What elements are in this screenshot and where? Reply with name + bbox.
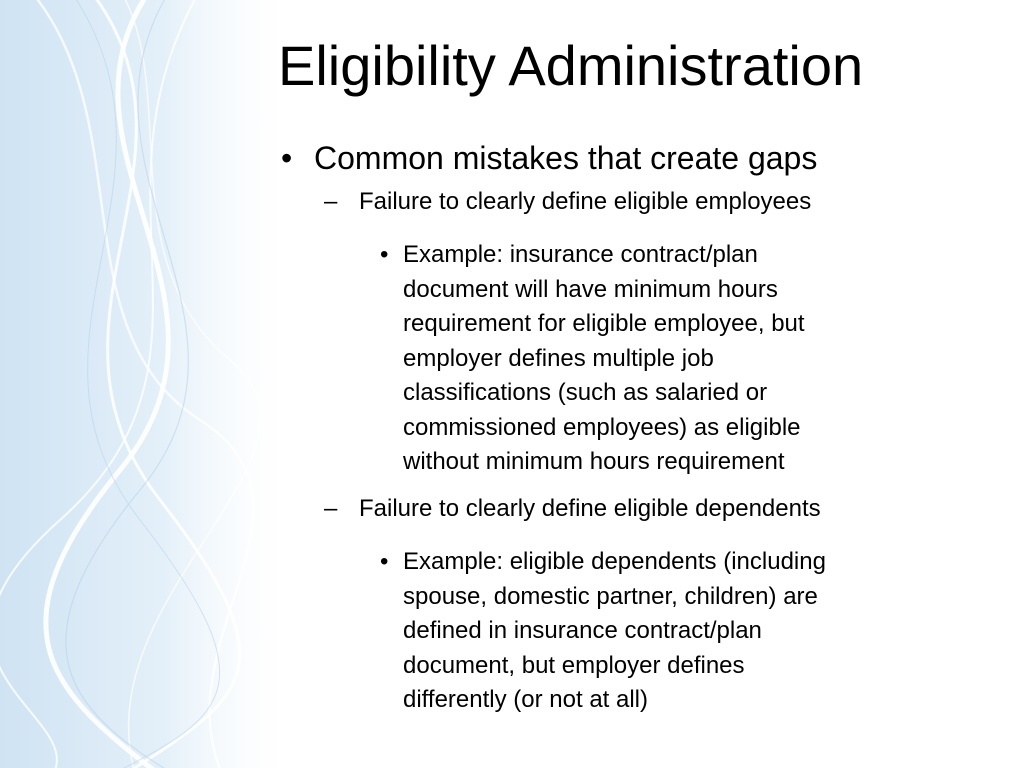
- example-line: defined in insurance contract/plan: [403, 617, 762, 644]
- main-bullet-text: Common mistakes that create gaps: [314, 140, 818, 176]
- example-line: document will have minimum hours: [403, 275, 778, 303]
- sub-item-text: Failure to clearly define eligible dependents: [359, 495, 821, 522]
- example-line: without minimum hours requirement: [403, 448, 785, 475]
- slide-title: Eligibility Administration: [278, 34, 864, 97]
- example-line: employer defines multiple job: [403, 344, 714, 372]
- dash-marker: –: [324, 188, 338, 215]
- example-line: spouse, domestic partner, children) are: [403, 582, 818, 610]
- example-line: document, but employer defines: [403, 651, 745, 679]
- bullet-marker: •: [281, 140, 293, 176]
- example-text: [403, 238, 963, 480]
- example-text: [403, 545, 963, 718]
- bullet-marker: •: [380, 241, 389, 268]
- bullet-marker: •: [380, 548, 389, 575]
- wave-background-decoration: [0, 0, 300, 768]
- dash-marker: –: [324, 495, 338, 522]
- example-line: differently (or not at all): [403, 686, 649, 713]
- example-line: requirement for eligible employee, but: [403, 310, 805, 337]
- example-line: Example: eligible dependents (including: [403, 548, 826, 575]
- example-line: Example: insurance contract/plan: [403, 241, 758, 268]
- sub-item-text: Failure to clearly define eligible employees: [359, 188, 812, 215]
- example-line: commissioned employees) as eligible: [403, 413, 801, 441]
- example-line: classifications (such as salaried or: [403, 379, 768, 406]
